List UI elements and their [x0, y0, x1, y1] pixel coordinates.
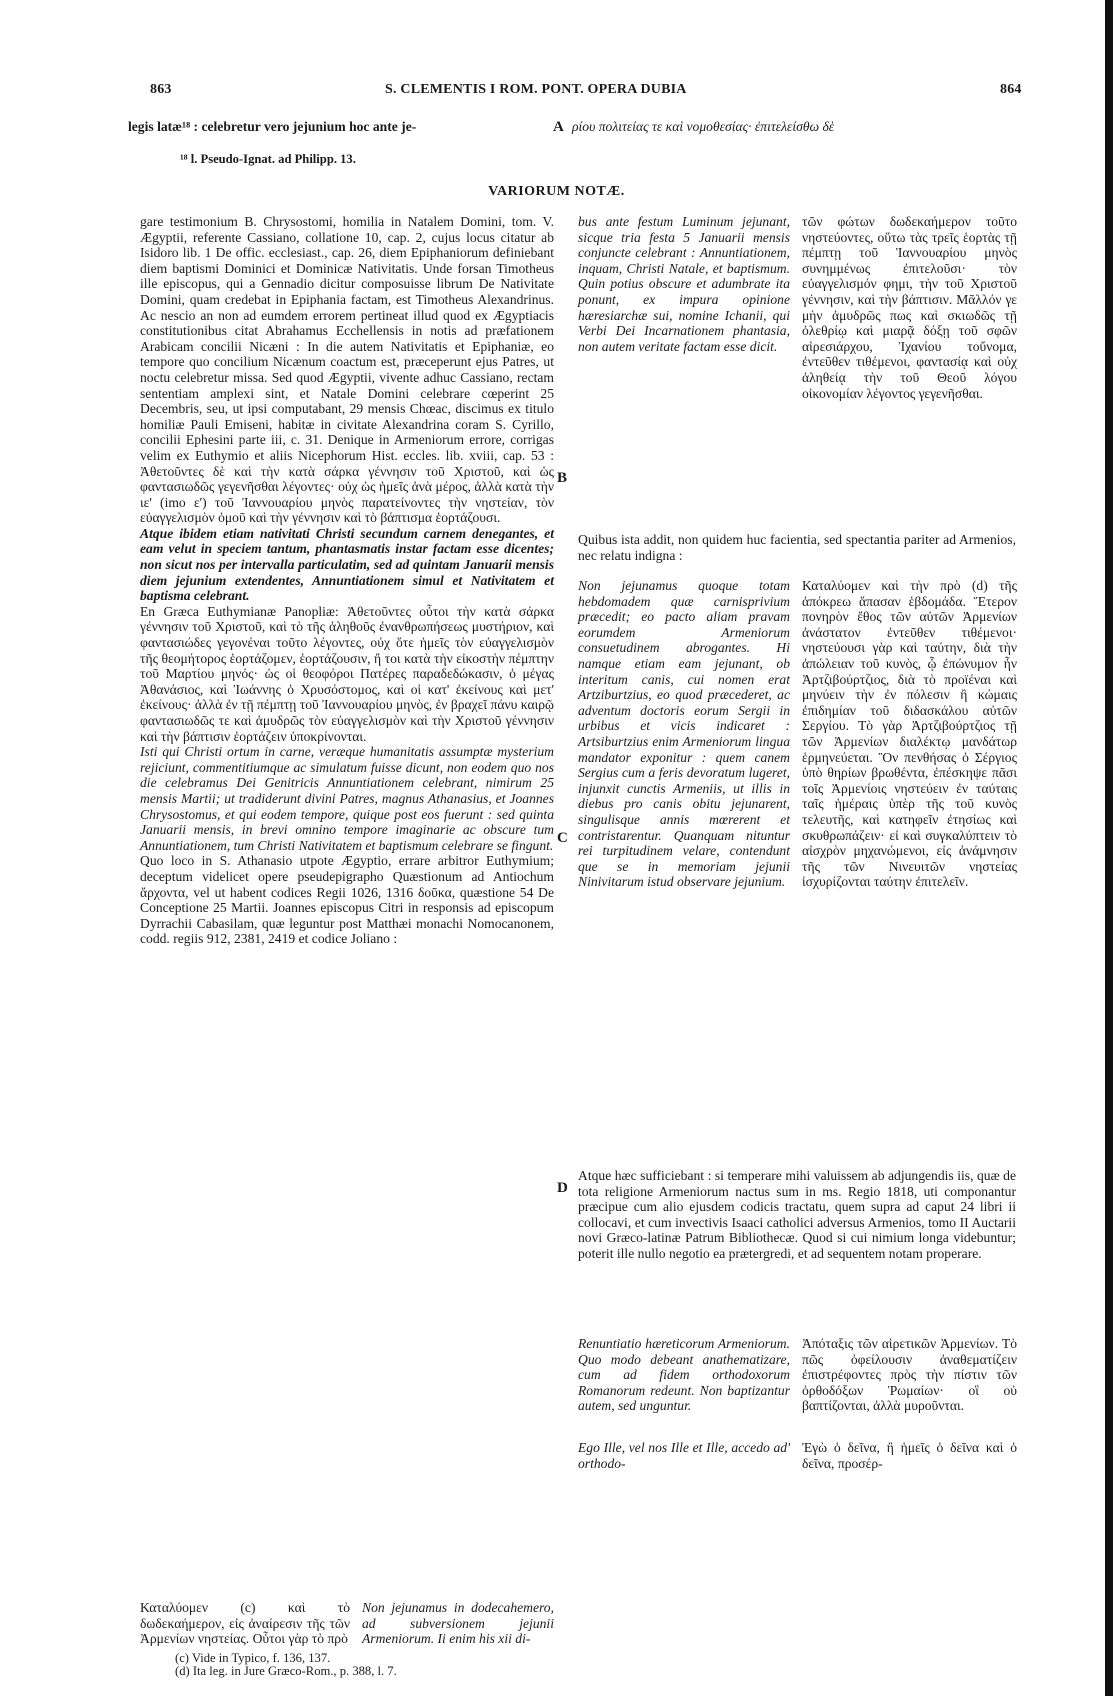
right-greek-4: Ἐγὼ ὁ δεῖνα, ἢ ἡμεῖς ὁ δεῖνα καὶ ὁ δεῖνα, προσέρ-	[802, 1440, 1017, 1471]
top-right-line: ρίου πολιτείας τε καὶ νομοθεσίας· ἐπιτελείσθω δὲ	[572, 119, 835, 134]
margin-marker-b: B	[557, 470, 568, 486]
right-latin-3: Renuntiatio hæreticorum Armeniorum. Quo modo debeant anathematizare, cum ad fidem orthodoxorum Romanorum redeunt. Non baptizantur autem, sed unguntur.	[578, 1336, 790, 1414]
section-title: VARIORUM NOTÆ.	[488, 184, 625, 199]
left-page-number: 863	[150, 82, 172, 97]
right-latin-4: Ego Ille, vel nos Ille et Ille, accedo ad' orthodo-	[578, 1440, 790, 1471]
left-latin-bottom: Non jejunamus in dodecahemero, ad subversionem jejunii Armeniorum. Ii enim his xii di-	[362, 1600, 554, 1647]
left-paragraph-2: En Græca Euthymianæ Panopliæ: Ἀθετοῦντες οὗτοι τὴν κατὰ σάρκα γέννησιν τοῦ Χριστοῦ, καὶ τὸ τῆς ἀληθοῦς ἐνανθρωπήσεως μυστήριον, καὶ φαντασιώδες γεγονέναι τοῦτο λέγοντες, οὐχ ὅτε ἡμεῖς τὸν εὐαγγελισμὸν τῆς θεομήτορος ἑορτάζομεν, ἑορτάζουσιν, ἤ τοι κατὰ τὴν εἰκοστὴν πέμπτην τοῦ Μαρτίου μηνός· ὡς οἱ θεοφόροι Πατέρες παραδεδώκασιν, ὁ μέγας Ἀθανάσιος, καὶ Ἰωάννης ὁ Χρυσόστομος, καὶ οἱ κατ' ἐκείνους καὶ μετ' ἐκείνους· ἀλλὰ ἐν τῇ πέμπτῃ τοῦ Ἰαννουαρίου μηνὸς, ἐν βραχεῖ πάνυ καιρῷ φαντασιωδῶς τε καὶ ἀμυδρῶς τὸν εὐαγγελισμὸν καὶ τὴν Χριστοῦ γέννησιν καὶ τὴν βάπτισιν ἑορτάζειν ὑποκρίνονται.	[140, 603, 554, 744]
scan-edge	[1105, 0, 1113, 1696]
left-paragraph-1: gare testimonium B. Chrysostomi, homilia in Natalem Domini, tom. V. Ægyptii, referente Cassiano, collatione 10, cap. 2, cujus locus citatur ab Isidoro lib. 1 De offic. ecclesiast., cap. 26, diem Epiphaniorum definiebant diem baptismi Dominici et Dominicæ Nativitatis. Unde forsan Timotheus ille episcopus, qui a Gennadio dicitur composuisse librum De Nativitate Domini, quam credebat in Epiphania factam, est Timotheus Alexandrinus. Ac nescio an non ad eumdem errorem pertineat illud quod ex Ægyptiacis constitutionibus citat Abrahamus Ecchellensis in notis ad præfationem Arabicam concilii Nicæni : In die autem Nativitatis et Epiphaniæ, eo tempore quo concilium Nicænum coactum est, præceperunt ejus Patres, ut noctu celebretur missa. Sed quod Ægyptii, vivente adhuc Cassiano, rectam sententiam amplexi sint, et Natale Domini celebrare cœperint 25 Decembris, seu, ut ipsi computabant, 29 mensis Chœac, discimus ex titulo homiliæ Pauli Emiseni, habitæ in civitate Alexandrina coram S. Cyrillo, concilii Ephesini parte iii, c. 31. Denique in Armeniorum errore, corrigas velim ex Euthymio et aliis Nicephorum Hist. eccles. lib. xviii, cap. 53 : Ἀθετοῦντες δὲ καὶ τὴν κατὰ σάρκα γέννησιν τοῦ Χριστοῦ, καὶ ὡς φαντασιωδῶς γεγενῆσθαι λέγοντες· οὐχ ὡς ἡμεῖς ἀνὰ μέρος, ἀλλὰ κατὰ τὴν ιε' (imo ε') τοῦ Ἰαννουαρίου μηνὸς παρατείνοντες τὴν νηστείαν, τὸν εὐαγγελισμὸν ὁμοῦ καὶ τὴν γέννησιν καὶ τὸ βάπτισμα ἑορτάζουσι.	[140, 214, 554, 526]
right-page-number: 864	[1000, 82, 1022, 97]
left-latin-quote-1: Atque ibidem etiam nativitati Christi secundum carnem denegantes, et eam velut in speciem tantum, phantasmatis instar factam esse dicentes; non sicut nos per intervalla particulatim, sed ad quintam Januarii mensis diem jejunium extendentes, Annuntiationem simul et Nativitatem et baptisma celebrant.	[140, 525, 554, 604]
left-latin-quote-2: Isti qui Christi ortum in carne, veræque humanitatis assumptæ mysterium rejiciunt, commentitiumque ac simulatum fuisse dicunt, non eodem quo nos die celebramus Dei Genitricis Annuntiationem celebrant, nimirum 25 mensis Martii; ut tradiderunt divini Patres, magnus Athanasius, et Joannes Chrysostomus, et qui eodem tempore, quique post eos fuerunt : sed quinta Januarii mensis, in brevi omnino tempore imaginarie ac obscure tum Annuntiationem, tum Christi Nativitatem et baptismum celebrare se fingunt.	[140, 744, 554, 853]
right-atque-paragraph: Atque hæc sufficiebant : si temperare mihi valuissem ab adjungendis iis, quæ de tota religione Armeniorum nactus sum in ms. Regio 1818, uti componantur præcipue cum alio ejusdem codicis tractatu, quem supra ad caput 24 libri ii collocavi, et cum invectivis Isaaci catholici adversus Armenios, tomo II Auctarii novi Græco-latinæ Patrum Bibliothecæ. Quod si cui nimium longa videbuntur; poterit ille nullo negotio ea prætergredi, et ad sequentem notam properare.	[578, 1168, 1016, 1261]
right-greek-3: Ἀπόταξις τῶν αἱρετικῶν Ἀρμενίων. Τὸ πῶς ὀφείλουσιν ἀναθεματίζειν ἐπιστρέφοντες πρὸς τὴν πίστιν τῶν ὀρθοδόξων Ῥωμαίων· οἳ οὐ βαπτίζονται, ἀλλὰ μυροῦνται.	[802, 1336, 1017, 1414]
top-left-line: legis latæ¹⁸ : celebretur vero jejunium hoc ante je-	[128, 119, 417, 134]
right-greek-2: Καταλύομεν καὶ τὴν πρὸ (d) τῆς ἀπόκρεω ἅπασαν ἑβδομάδα. Ἕτερον πονηρὸν ἔθος τῶν αὐτῶν Ἀρμενίων ἀνάστατον ἐντεῦθεν τιθέμενοι· νηστεύουσι γὰρ καὶ ταύτην, διὰ τὴν ἀπώλειαν τοῦ κυνὸς, ᾧ ἐπώνυμον ἦν Ἀρτζιβούρτζιος, διὰ τὸ προϊέναι καὶ μηνύειν τὴν ἐν πόλεσιν ἢ κώμαις ἐπιδημίαν τοῦ διδασκάλου αὐτῶν Σεργίου. Τὸ γὰρ Ἀρτζιβούρτζιος τῇ τῶν Ἀρμενίων διαλέκτῳ μανδάτωρ ἑρμηνεύεται. Ὃν πενθήσας ὁ Σέργιος ὑπὸ θηρίων βρωθέντα, ἐπέσκηψε πᾶσι τοῖς Ἀρμενίοις νηστεύειν ἐν ταύταις ταῖς ἡμέραις ὑπὲρ τῆς τοῦ κυνὸς τελευτῆς, καὶ κατηφεῖν ἐτησίως καὶ σκυθρωπάζειν· εἰ καὶ συγκαλύπτειν τὸ αἰσχρὸν μηχανώμενοι, εἰς ἀνάμνησιν τῆς τῶν Νινευιτῶν νηστείας ἰσχυρίζονται ταύτην ἐπιτελεῖν.	[802, 578, 1017, 890]
left-paragraph-3: Quo loco in S. Athanasio utpote Ægyptio, errare arbitror Euthymium; deceptum videlicet opere pseudepigrapho Quæstionum ad Antiochum ἄρχοντα, vel ut habent codices Regii 1026, 1316 δοῦκα, quæstione 54 De Conceptione 25 Martii. Joannes episcopus Citri in responsis ad episcopum Dyrrachii Cabasilam, quæ leguntur post Matthæi monachi Nomocanonem, codd. regiis 912, 2381, 2419 et codice Joliano :	[140, 853, 554, 947]
right-latin-1: bus ante festum Luminum jejunant, sicque tria festa 5 Januarii mensis conjuncte celebrant : Annuntiationem, inquam, Christi Natale, et baptismum. Quin potius obscure et adumbrate ita ponunt, ex impura opinione hæresiarchæ sui, nomine Ichanii, qui Verbi Dei Incarnationem phantasia, non autem veritate factam esse dicit.	[578, 214, 790, 354]
right-latin-2: Non jejunamus quoque totam hebdomadem quæ carnisprivium præcedit; eo pacto aliam pravam eorumdem Armeniorum consuetudinem abrogantes. Hi namque etiam eam jejunant, ob interitum canis, cui nomen erat Artziburtzius, eo quod præcederet, ac adventum doctoris eorum Sergii in urbibus et vicis indicaret : Artsiburtzius enim Armeniorum lingua mandator exponitur : quem canem Sergius cum a feris devoratum lugeret, injunxit cunctis Armeniis, ut illis in diebus pro canis obitu jejunarent, singulisque annis mœrerent et contristarentur. Quanquam nituntur rei turpitudinem velare, contendunt que se in memoriam jejunii Ninivitarum istud observare jejunium.	[578, 578, 790, 890]
margin-marker-d: D	[557, 1180, 568, 1196]
right-quibus-paragraph: Quibus ista addit, non quidem huc facientia, sed spectantia pariter ad Armenios, nec relatu indigna :	[578, 532, 1016, 563]
margin-marker-a: A	[553, 119, 564, 135]
running-title: S. CLEMENTIS I ROM. PONT. OPERA DUBIA	[385, 82, 687, 97]
margin-marker-c: C	[557, 830, 568, 846]
footnote-d: (d) Ita leg. in Jure Græco-Rom., p. 388, l. 7.	[175, 1664, 397, 1678]
top-footnote: ¹⁸ l. Pseudo-Ignat. ad Philipp. 13.	[180, 152, 356, 166]
footnote-c: (c) Vide in Typico, f. 136, 137.	[175, 1651, 331, 1665]
left-greek-bottom: Καταλύομεν (c) καὶ τὸ δωδεκαήμερον, εἰς ἀναίρεσιν τῆς τῶν Ἀρμενίων νηστείας. Οὗτοι γὰρ τὸ πρὸ	[140, 1600, 350, 1647]
right-greek-1: τῶν φώτων δωδεκαήμερον τοῦτο νηστεύοντες, οὕτω τὰς τρεῖς ἑορτὰς τῇ πέμπτῃ τοῦ Ἰαννουαρίου μηνὸς συνημμένως ἐπιτελοῦσι· τὸν εὐαγγελισμόν φημι, τὴν τοῦ Χριστοῦ γέννησιν, καὶ τὴν βάπτισιν. Μᾶλλόν γε μὴν ἀμυδρῶς πως καὶ σκιωδῶς τῇ ὀλεθρίῳ καὶ μιαρᾷ δόξῃ τοῦ σφῶν αἱρεσιάρχου, Ἰχανίου τοὔνομα, ἐντεῦθεν τιθέμενοι, φαντασίᾳ καὶ οὐχ ἀληθείᾳ τὴν τοῦ Θεοῦ λόγου οἰκονομίαν λέγοντος γεγενῆσθαι.	[802, 214, 1017, 401]
left-column	[140, 214, 554, 947]
